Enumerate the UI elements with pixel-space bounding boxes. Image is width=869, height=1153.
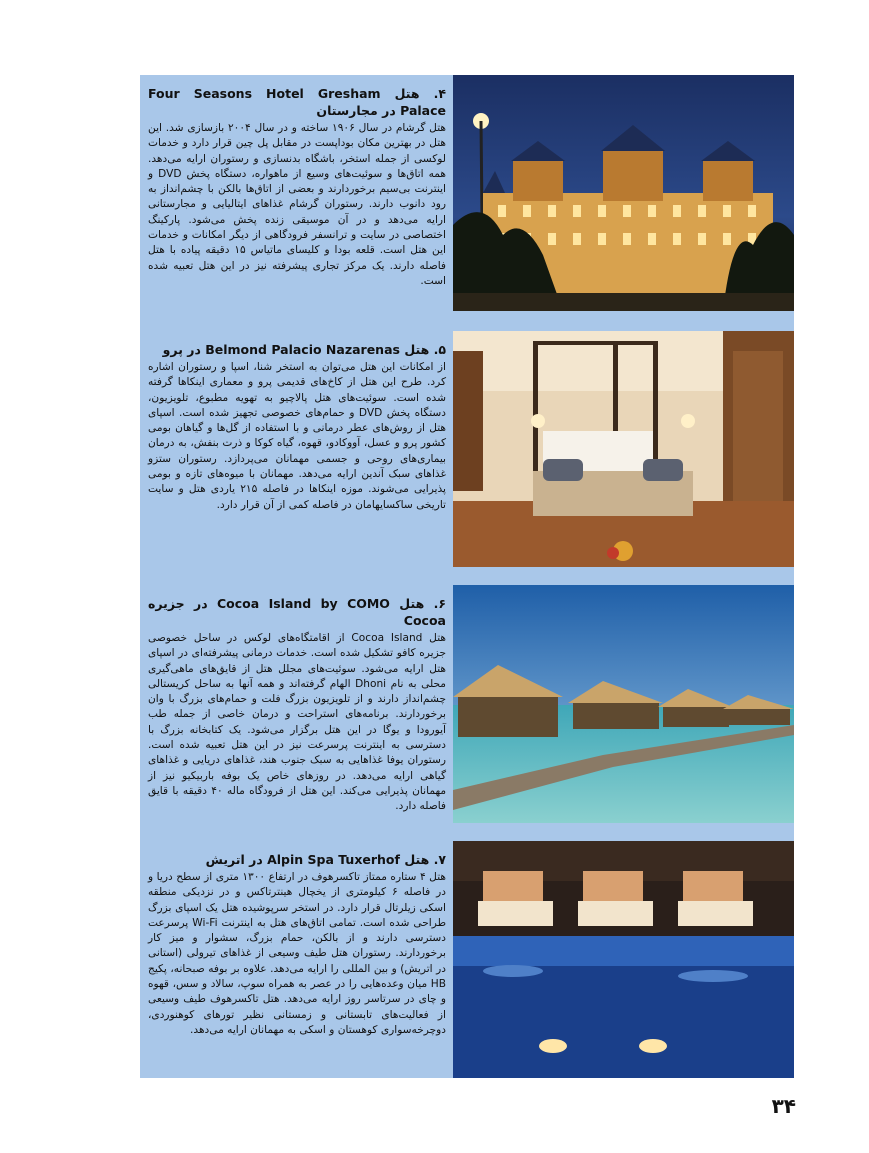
section-title: ۵. هتل Belmond Palacio Nazarenas در پرو — [162, 342, 446, 357]
section-title: ۶. هتل Cocoa Island by COMO در جزیره Cocoa — [148, 596, 446, 628]
page-number: ۳۴ — [771, 1094, 796, 1118]
bedroom-photo — [453, 331, 794, 567]
section-body: هتل ۴ ستاره ممتاز تاکسرهوف در ارتفاع ۱۳۰۰ متری از سطح دریا و در فاصله ۶ کیلومتری از یخچال هینترتاکس و در نزدیکی منطقه اسکی زیلرتال قرار دارد. در استخر سرپوشیده هتل یک اسپای بزرگ طراحی شده است. تمامی اتاق‌های هتل به اینترنت Wi-Fi پرسرعت دسترسی دارند و از بالکن، حمام بزرگ، سشوار و میز کار برخوردارند. رستوران هتل طیف وسیعی از غذاهای تیرولی (استانی در اتریش) و بین المللی را ارایه می‌دهد. علاوه بر بوفه صبحانه، پکیج HB میان وعده‌هایی را در عصر به همراه سوپ، سالاد و سس، قهوه و چای در سرتاسر روز ارایه می‌دهد. هتل تاکسرهوف طیف وسیعی از فعالیت‌های تابستانی و زمستانی نظیر تورهای کوهنوردی، دوچرخه‌سواری کوهستان و اسکی به مهمانان ارایه می‌دهد. — [148, 871, 447, 1036]
section-title: ۴. هتل Four Seasons Hotel Gresham Palace در مجارستان — [148, 86, 446, 118]
palace-night-photo — [453, 75, 794, 311]
section-body: از امکانات این هتل می‌توان به استخر شنا، اسپا و رستوران اشاره کرد. طرح این هتل از کاخ‌های قدیمی پرو و معماری اینکاها گرفته شده است. سوئیت‌های هتل پالاچیو به تهویه مطبوع، تلویزیون، دستگاه پخش DVD و حمام‌های خصوصی تجهیز شده است. اسپای هتل از روش‌های عطر درمانی و با استفاده از گل‌ها و گیاهان بومی کشور پرو و عسل، آووکادو، قهوه، گیاه کوکا و ذرت بنفش، به درمان بیماری‌های روحی و جسمی مهمانان می‌پردازد. رستوران ستزو غذاهای سبک آندین ارایه می‌دهد. مهمانان با میوه‌های تازه و بومی پذیرایی می‌شوند. موزه اینکاها در فاصله ۲۱۵ یاردی هتل و سایت تاریخی ساکسایهامان در فاصله کمی از آن قرار دارد. — [148, 361, 446, 511]
overwater-villas-photo — [453, 585, 794, 823]
hotel-section-tuxerhof — [140, 841, 794, 1078]
section-body: هتل Cocoa Island از اقامتگاه‌های لوکس در ساحل خصوصی جزیره کافو تشکیل شده است. خدمات درمانی پیشرفته‌ای در اسپای هتل ارایه می‌شود. سوئیت‌های مجلل هتل از قایق‌های ماهی‌گیری محلی به نام Dhoni الهام گرفته‌اند و همه آنها به ساحل کریستالی چشم‌انداز دارند و از تلویزیون بزرگ فلت و حمام‌های بزرگ با وان برخوردارند. برنامه‌های استراحت و درمان خاصی از جمله طب آیورودا و یوگا در این هتل برگزار می‌شود. یک کتابخانه بزرگ با دسترسی به اینترنت پرسرعت نیز در این هتل تعبیه شده است. رستوران یوفا غذاهایی به سبک جنوب هند، غذاهای دریایی و غذاهای گیاهی ارایه می‌دهد. در روزهای خاص یک بوفه باربیکیو نیز از مهمانان پذیرایی می‌کند. این هتل از فرودگاه ماله ۴۰ دقیقه با قایق فاصله دارد. — [148, 632, 446, 813]
section-title: ۷. هتل Alpin Spa Tuxerhof در اتریش — [205, 852, 446, 867]
section-body: هتل گرشام در سال ۱۹۰۶ ساخته و در سال ۲۰۰۴ بازسازی شد. این هتل در بهترین مکان بوداپست در مقابل پل چین قرار دارد و خدمات لوکسی از جمله استخر، باشگاه بدنسازی و رستوران ارایه می‌دهد. همه اتاق‌ها و سوئیت‌های وسیع از ماهواره، دستگاه پخش DVD و اینترنت بی‌سیم برخوردارند و بعضی از اتاق‌ها بالکن با چشم‌انداز به رود دانوب دارند. رستوران گرشام غذاهای ایتالیایی و مجارستانی ارایه می‌دهد و در آن موسیقی زنده پخش می‌شود. پارکینگ اختصاصی در سایت و ترانسفر فرودگاهی از دیگر امکانات و خدمات این هتل است. قلعه بودا و کلیسای ماتیاس ۱۵ دقیقه پیاده با هتل فاصله دارند. یک مرکز تجاری پیشرفته نیز در این هتل تعبیه شده است. — [148, 122, 446, 287]
section-text — [148, 595, 446, 815]
hotel-section-nazarenas — [140, 331, 794, 567]
section-text — [148, 85, 446, 289]
hotel-section-gresham — [140, 75, 794, 311]
indoor-pool-photo — [453, 841, 794, 1078]
section-text — [148, 341, 446, 513]
hotel-section-cocoa-island — [140, 585, 794, 823]
section-text — [148, 851, 446, 1038]
